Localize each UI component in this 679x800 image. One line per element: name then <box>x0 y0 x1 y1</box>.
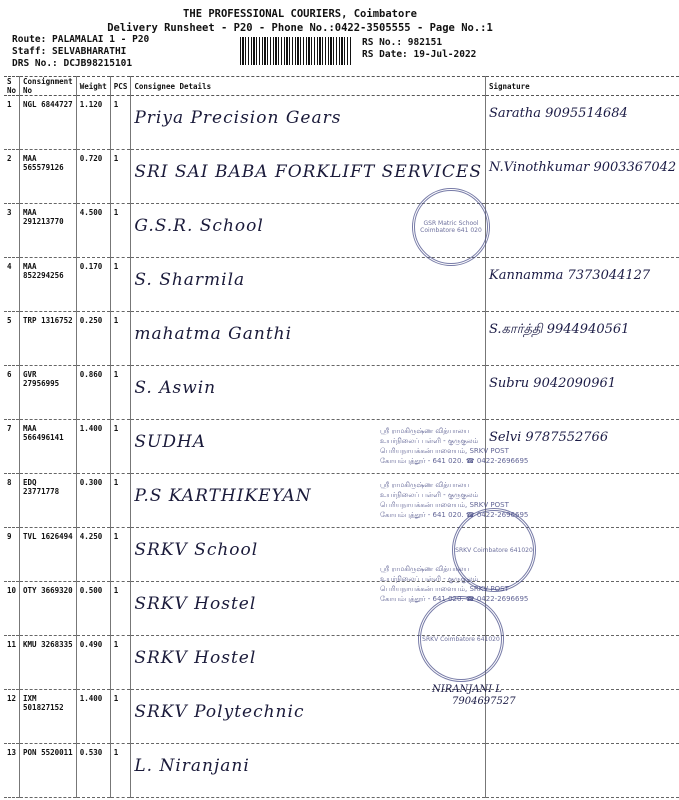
row-consignee: SRKV School <box>131 528 486 582</box>
row-pcs: 1 <box>110 636 131 690</box>
table-row <box>4 528 679 582</box>
row-consignment-no: MAA 565579126 <box>20 150 77 204</box>
row-weight: 0.530 <box>76 744 110 798</box>
row-consignee: SRI SAI BABA FORKLIFT SERVICES <box>131 150 486 204</box>
srkv-text-stamp-1: ஸ்ரீ ராமகிருஷ்ண வித்யாலய உயர்நிலைப் பள்ளி - குருகுலம் பெரியநாயக்கன்பாளையம், SRKV POST கோயம்புத்தூர் - 641 020. ☎ 0422-2696695 <box>380 427 529 465</box>
table-row <box>4 690 679 744</box>
col-pcs: PCS <box>110 77 131 96</box>
row-sno: 2 <box>4 150 20 204</box>
row-consignment-no: KMU 3268335 <box>20 636 77 690</box>
row-pcs: 1 <box>110 150 131 204</box>
runsheet-subtitle: Delivery Runsheet - P20 - Phone No.:0422-3505555 - Page No.:1 <box>107 22 493 34</box>
row-pcs: 1 <box>110 204 131 258</box>
table-row <box>4 366 679 420</box>
table-row <box>4 474 679 528</box>
table-row <box>4 420 679 474</box>
row-weight: 0.250 <box>76 312 110 366</box>
table-row <box>4 744 679 798</box>
col-signature: Signature <box>485 77 679 96</box>
row-consignment-no: GVR 27956995 <box>20 366 77 420</box>
row-signature <box>485 744 679 798</box>
row-sno: 8 <box>4 474 20 528</box>
gsr-school-stamp: GSR Matric School Coimbatore 641 020 <box>412 188 490 266</box>
barcode <box>240 37 352 65</box>
row-consignee: SRKV Hostel <box>131 636 486 690</box>
footer-signature-name: NIRANJANI L <box>432 684 502 695</box>
row-sno: 1 <box>4 96 20 150</box>
col-consignee: Consignee Details <box>131 77 486 96</box>
row-consignment-no: PON 5520011 <box>20 744 77 798</box>
rs-number: RS No.: 982151 <box>362 37 443 48</box>
row-sno: 12 <box>4 690 20 744</box>
row-signature: Selvi 9787552766 <box>485 420 679 474</box>
row-consignment-no: MAA 291213770 <box>20 204 77 258</box>
row-sno: 6 <box>4 366 20 420</box>
row-weight: 0.720 <box>76 150 110 204</box>
row-pcs: 1 <box>110 690 131 744</box>
table-row <box>4 636 679 690</box>
row-weight: 1.400 <box>76 420 110 474</box>
row-pcs: 1 <box>110 420 131 474</box>
row-sno: 11 <box>4 636 20 690</box>
company-title: THE PROFESSIONAL COURIERS, Coimbatore <box>183 8 417 20</box>
table-header-row <box>4 77 679 96</box>
row-consignee: S. Sharmila <box>131 258 486 312</box>
row-pcs: 1 <box>110 96 131 150</box>
row-signature <box>485 204 679 258</box>
row-consignee: L. Niranjani <box>131 744 486 798</box>
row-consignment-no: OTY 3669320 <box>20 582 77 636</box>
drs-label: DRS No.: DCJB98215101 <box>12 58 133 69</box>
table-row <box>4 582 679 636</box>
row-sno: 7 <box>4 420 20 474</box>
row-consignee: P.S KARTHIKEYAN <box>131 474 486 528</box>
table-row <box>4 96 679 150</box>
table-row <box>4 204 679 258</box>
row-pcs: 1 <box>110 258 131 312</box>
row-sno: 13 <box>4 744 20 798</box>
row-sno: 5 <box>4 312 20 366</box>
srkv-text-stamp-2: ஸ்ரீ ராமகிருஷ்ண வித்யாலய உயர்நிலைப் பள்ளி - குருகுலம் பெரியநாயக்கன்பாளையம், SRKV POST கோயம்புத்தூர் - 641 020. ☎ 0422-2696695 <box>380 481 529 519</box>
row-consignee: SRKV Hostel <box>131 582 486 636</box>
row-pcs: 1 <box>110 528 131 582</box>
row-weight: 4.250 <box>76 528 110 582</box>
row-weight: 0.170 <box>76 258 110 312</box>
row-sno: 9 <box>4 528 20 582</box>
runsheet-table <box>4 76 679 798</box>
row-consignee: SUDHA <box>131 420 486 474</box>
row-signature: Saratha 9095514684 <box>485 96 679 150</box>
col-consignment: Consignment No <box>20 77 77 96</box>
row-signature: Kannamma 7373044127 <box>485 258 679 312</box>
row-weight: 0.300 <box>76 474 110 528</box>
row-weight: 1.400 <box>76 690 110 744</box>
row-sno: 3 <box>4 204 20 258</box>
row-sno: 4 <box>4 258 20 312</box>
row-signature: S.கார்த்தி 9944940561 <box>485 312 679 366</box>
row-signature: Subru 9042090961 <box>485 366 679 420</box>
row-weight: 0.860 <box>76 366 110 420</box>
row-consignee: SRKV Polytechnic <box>131 690 486 744</box>
row-consignment-no: EDQ 23771778 <box>20 474 77 528</box>
row-pcs: 1 <box>110 582 131 636</box>
row-signature <box>485 636 679 690</box>
table-row <box>4 258 679 312</box>
row-consignee: mahatma Ganthi <box>131 312 486 366</box>
footer-signature-phone: 7904697527 <box>452 696 516 707</box>
col-sno: S No <box>4 77 20 96</box>
row-consignee: S. Aswin <box>131 366 486 420</box>
row-weight: 0.490 <box>76 636 110 690</box>
row-signature: N.Vinothkumar 9003367042 <box>485 150 679 204</box>
row-consignment-no: IXM 501827152 <box>20 690 77 744</box>
col-weight: Weight <box>76 77 110 96</box>
table-row <box>4 150 679 204</box>
route-label: Route: PALAMALAI 1 - P20 <box>12 34 150 45</box>
row-pcs: 1 <box>110 366 131 420</box>
row-pcs: 1 <box>110 474 131 528</box>
row-consignment-no: MAA 566496141 <box>20 420 77 474</box>
srkv-text-stamp-3: ஸ்ரீ ராமகிருஷ்ண வித்யாலய உயர்நிலைப் பள்ளி - குருகுலம் பெரியநாயக்கன்பாளையம், SRKV POST கோயம்புத்தூர் - 641 020. ☎ 0422-2696695 <box>380 565 529 603</box>
srkv-round-stamp-1: SRKV Coimbatore 641020 <box>452 508 536 592</box>
srkv-round-stamp-2: SRKV Coimbatore 641020 <box>418 596 504 682</box>
row-weight: 4.500 <box>76 204 110 258</box>
row-consignee: G.S.R. School <box>131 204 486 258</box>
staff-label: Staff: SELVABHARATHI <box>12 46 127 57</box>
row-pcs: 1 <box>110 744 131 798</box>
table-row <box>4 312 679 366</box>
row-sno: 10 <box>4 582 20 636</box>
row-consignee: Priya Precision Gears <box>131 96 486 150</box>
row-weight: 0.500 <box>76 582 110 636</box>
row-pcs: 1 <box>110 312 131 366</box>
row-consignment-no: TVL 1626494 <box>20 528 77 582</box>
row-weight: 1.120 <box>76 96 110 150</box>
row-consignment-no: TRP 1316752 <box>20 312 77 366</box>
row-consignment-no: MAA 852294256 <box>20 258 77 312</box>
rs-date: RS Date: 19-Jul-2022 <box>362 49 477 60</box>
row-consignment-no: NGL 6844727 <box>20 96 77 150</box>
